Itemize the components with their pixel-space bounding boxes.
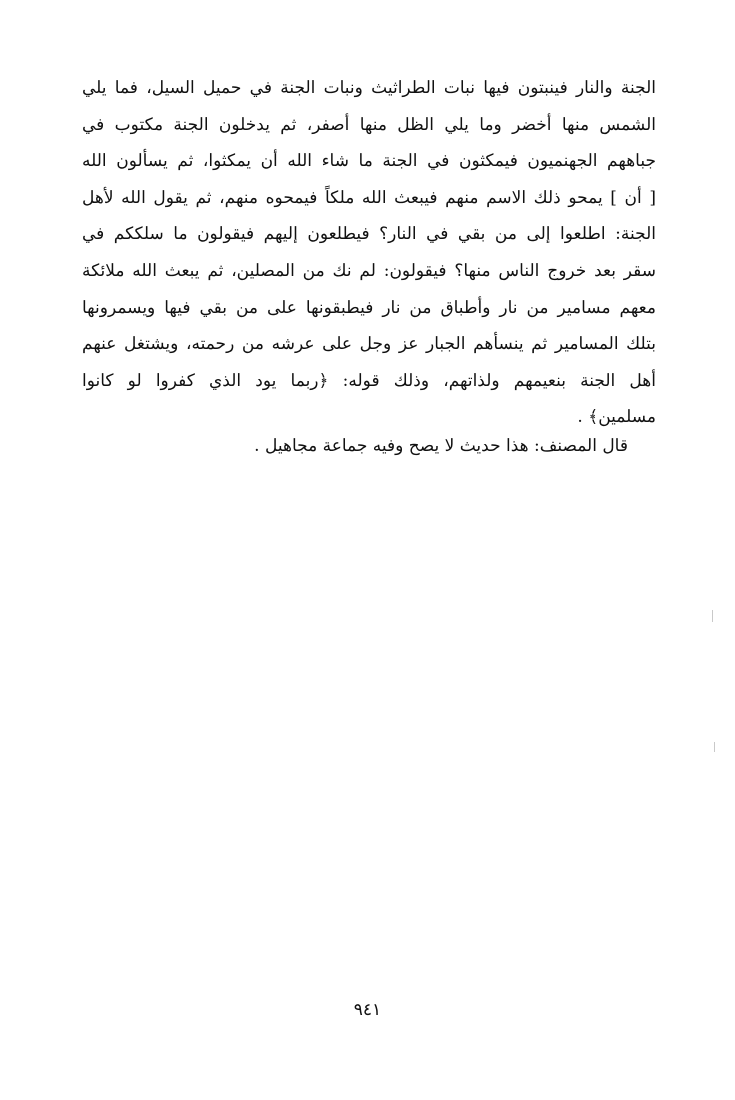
text-line: سقر بعد خروج الناس منها؟ فيقولون: لم نك من المصلين، ثم يبعث الله ملائكة: [82, 260, 656, 281]
text-line: بتلك المسامير ثم ينسأهم الجبار عز وجل على عرشه من رحمته، ويشتغل عنهم: [82, 334, 656, 355]
text-line: جباههم الجهنميون فيمكثون في الجنة ما شاء الله أن يمكثوا، ثم يسألون الله: [82, 151, 656, 172]
page-number: ٩٤١: [353, 1000, 382, 1020]
text-line: أهل الجنة بنعيمهم ولذاتهم، وذلك قوله: ﴿ربما يود الذي كفروا لو كانوا: [82, 370, 656, 391]
scan-edge-mark: [712, 610, 713, 622]
text-line: الجنة: اطلعوا إلى من بقي في النار؟ فيطلعون إليهم فيقولون ما سلككم في: [82, 224, 656, 245]
hadith-text-block: [82, 70, 656, 436]
text-line: الجنة والنار فينبتون فيها نبات الطراثيث ونبات الجنة في حميل السيل، فما يلي: [82, 78, 656, 98]
author-note: قال المصنف: هذا حديث لا يصح وفيه جماعة مجاهيل .: [254, 436, 628, 456]
text-line: الشمس منها أخضر وما يلي الظل منها أصفر، ثم يدخلون الجنة مكتوب في: [82, 114, 656, 135]
scan-edge-mark: [714, 742, 715, 752]
text-line: [ أن ] يمحو ذلك الاسم منهم فيبعث الله ملكاً فيمحوه منهم، ثم يقول الله لأهل: [82, 187, 656, 208]
text-line: معهم مسامير من نار وأطباق من نار فيطبقونها على من بقي فيها ويسمرونها: [82, 297, 656, 318]
text-line: مسلمين﴾ .: [577, 407, 656, 428]
